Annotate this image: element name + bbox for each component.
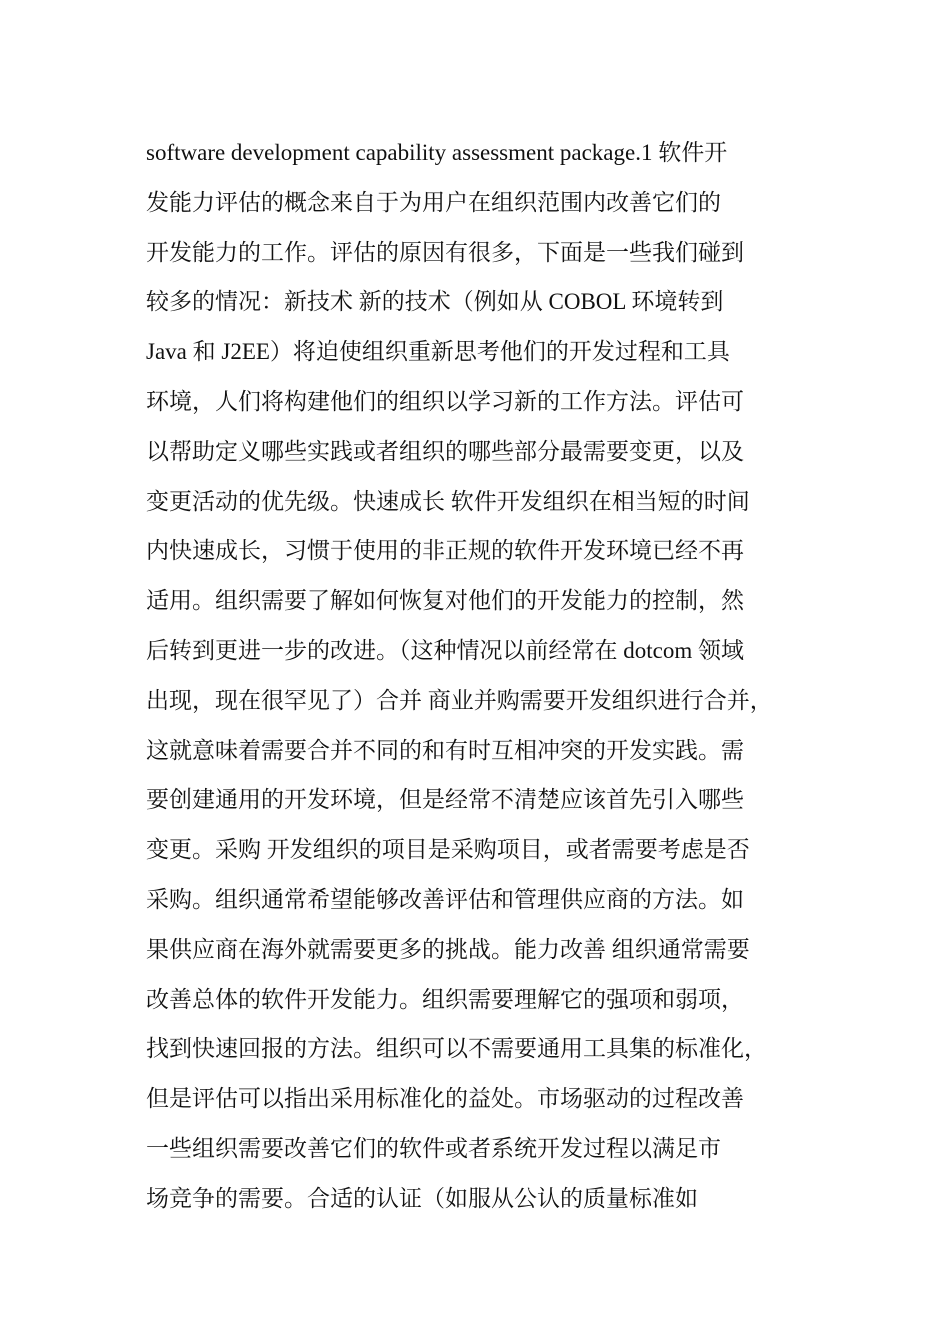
text-line: 发能力评估的概念来自于为用户在组织范围内改善它们的: [146, 189, 721, 215]
text-line: 这就意味着需要合并不同的和有时互相冲突的开发实践。需: [146, 737, 744, 763]
text-line: 改善总体的软件开发能力。组织需要理解它的强项和弱项，: [146, 986, 744, 1012]
text-line: 但是评估可以指出采用标准化的益处。市场驱动的过程改善: [146, 1086, 744, 1112]
text-line: 较多的情况：新技术 新的技术（例如从 COBOL 环境转到: [146, 289, 724, 315]
text-line: 后转到更进一步的改进。（这种情况以前经常在 dotcom 领域: [146, 637, 744, 663]
text-line: 适用。组织需要了解如何恢复对他们的开发能力的控制，然: [146, 588, 744, 614]
text-line: 出现，现在很罕见了）合并 商业并购需要开发组织进行合并，: [146, 687, 773, 713]
text-line: 场竞争的需要。合适的认证（如服从公认的质量标准如: [146, 1185, 698, 1211]
text-line: 开发能力的工作。评估的原因有很多，下面是一些我们碰到: [146, 239, 744, 265]
text-line: 一些组织需要改善它们的软件或者系统开发过程以满足市: [146, 1135, 721, 1161]
text-line: 内快速成长，习惯于使用的非正规的软件开发环境已经不再: [146, 538, 744, 564]
text-line: Java 和 J2EE）将迫使组织重新思考他们的开发过程和工具: [146, 339, 730, 365]
text-line: 采购。组织通常希望能够改善评估和管理供应商的方法。如: [146, 886, 744, 912]
text-line: 以帮助定义哪些实践或者组织的哪些部分最需要变更，以及: [146, 438, 744, 464]
text-line: 变更。采购 开发组织的项目是采购项目，或者需要考虑是否: [146, 837, 750, 863]
text-line: 找到快速回报的方法。组织可以不需要通用工具集的标准化，: [146, 1036, 767, 1062]
text-line: 要创建通用的开发环境，但是经常不清楚应该首先引入哪些: [146, 787, 744, 813]
text-line: 果供应商在海外就需要更多的挑战。能力改善 组织通常需要: [146, 936, 750, 962]
text-line: software development capability assessment package.1 软件开: [146, 140, 728, 165]
text-line: 环境，人们将构建他们的组织以学习新的工作方法。评估可: [146, 388, 744, 414]
body-text: [146, 128, 836, 1224]
text-line: 变更活动的优先级。快速成长 软件开发组织在相当短的时间: [146, 488, 750, 514]
